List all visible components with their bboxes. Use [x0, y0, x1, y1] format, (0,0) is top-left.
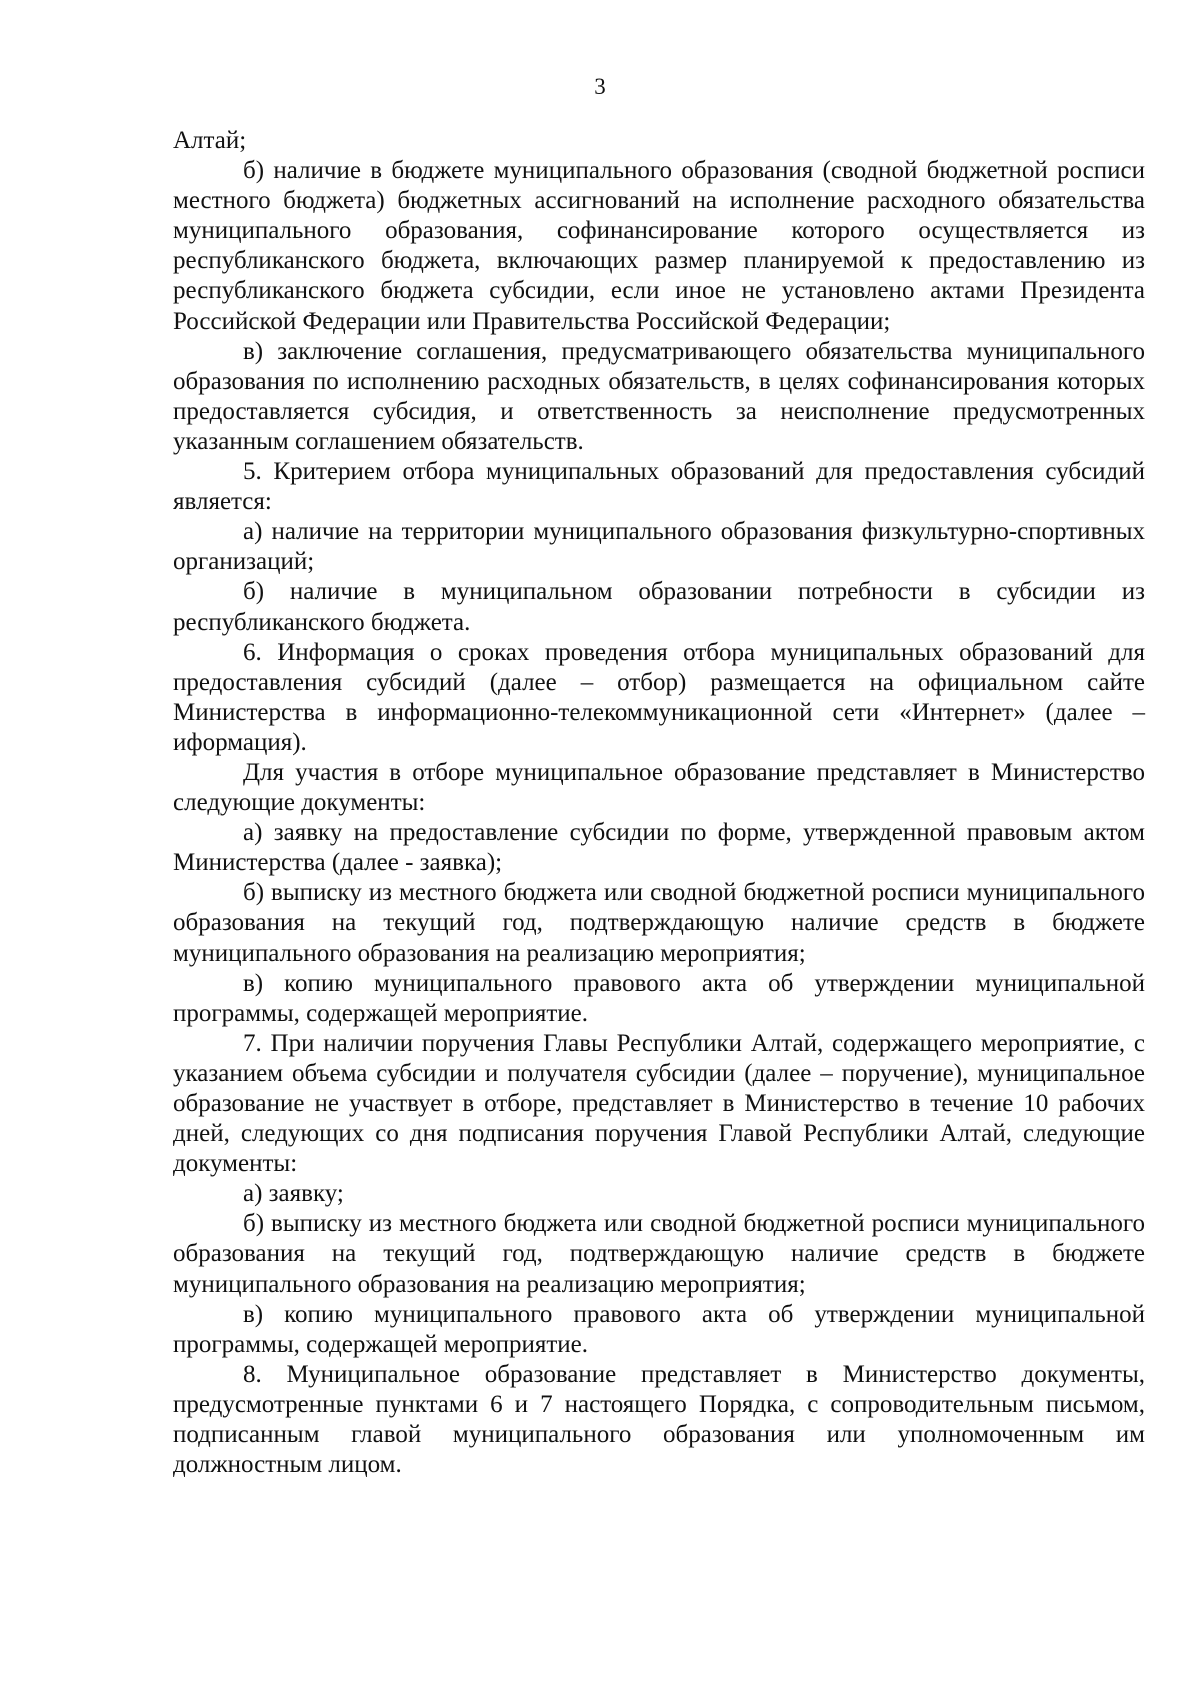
paragraph: а) заявку;: [243, 1180, 344, 1208]
paragraph: Для участия в отборе муниципальное образование представляет в Министерство следующие документы:: [173, 758, 1145, 817]
paragraph: б) выписку из местного бюджета или сводной бюджетной росписи муниципального образования на текущий год, подтверждающую наличие средств в бюджете муниципального образования на реализацию мероприятия;: [173, 1210, 1145, 1298]
paragraph: 7. При наличии поручения Главы Республики Алтай, содержащего мероприятие, с указанием объема субсидии и получателя субсидии (далее – поручение), муниципальное образование не участвует в отборе, представляет в Министерство в течение 10 рабочих дней, следующих со дня подписания поручения Главой Республики Алтай, следующие документы:: [173, 1029, 1145, 1178]
paragraph: б) наличие в муниципальном образовании потребности в субсидии из республиканского бюджета.: [173, 578, 1145, 636]
paragraph: б) наличие в бюджете муниципального образования (сводной бюджетной росписи местного бюджета) бюджетных ассигнований на исполнение расходного обязательства муниципального образования, софинансирование которого осуществляется из республиканского бюджета, включающих размер планируемой к предоставлению из республиканского бюджета субсидии, если иное не установлено актами Президента Российской Федерации или Правительства Российской Федерации;: [173, 157, 1145, 335]
paragraph: в) копию муниципального правового акта об утверждении муниципальной программы, содержащей мероприятие.: [173, 969, 1145, 1027]
paragraph: в) заключение соглашения, предусматривающего обязательства муниципального образования по исполнению расходных обязательств, в целях софинансирования которых предоставляется субсидия, и ответственность за неисполнение предусмотренных указанным соглашением обязательств.: [173, 337, 1145, 455]
paragraph: Алтай;: [173, 127, 247, 154]
paragraph: в) копию муниципального правового акта об утверждении муниципальной программы, содержащей мероприятие.: [173, 1300, 1145, 1358]
paragraph: а) наличие на территории муниципального образования физкультурно-спортивных организаций;: [173, 518, 1145, 576]
paragraph: 6. Информация о сроках проведения отбора муниципальных образований для предоставления субсидий (далее – отбор) размещается на официальном сайте Министерства в информационно-телекоммуникационной сети «Интернет» (далее – иформация).: [173, 638, 1145, 756]
paragraph: б) выписку из местного бюджета или сводной бюджетной росписи муниципального образования на текущий год, подтверждающую наличие средств в бюджете муниципального образования на реализацию мероприятия;: [173, 879, 1145, 967]
page-number: 3: [594, 74, 606, 99]
document-body: [173, 126, 1145, 1480]
paragraph: а) заявку на предоставление субсидии по форме, утвержденной правовым актом Министерства (далее - заявка);: [173, 819, 1145, 877]
paragraph: 5. Критерием отбора муниципальных образований для предоставления субсидий является:: [173, 458, 1145, 516]
paragraph: 8. Муниципальное образование представляет в Министерство документы, предусмотренные пунктами 6 и 7 настоящего Порядка, с сопроводительным письмом, подписанным главой муниципального образования или уполномоченным им должностным лицом.: [173, 1360, 1145, 1479]
